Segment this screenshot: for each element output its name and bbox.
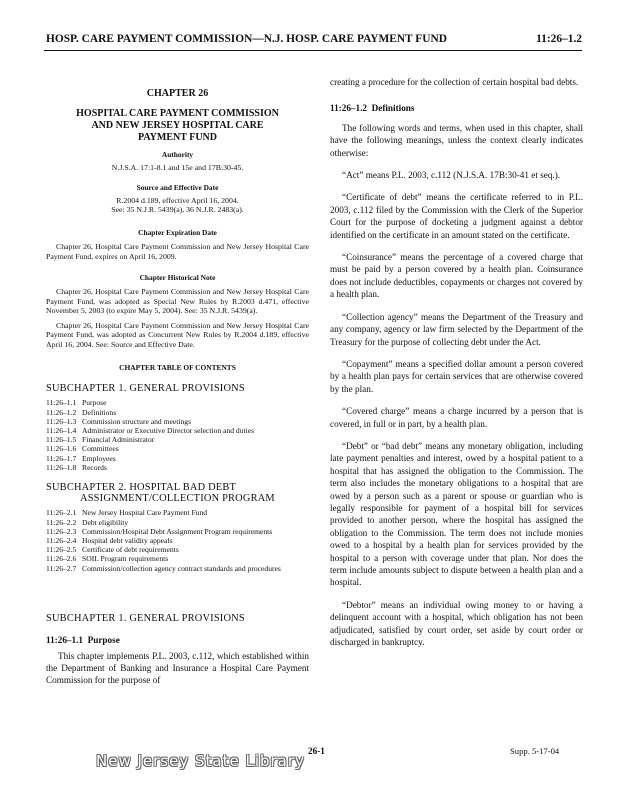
toc-item: 11:26–1.8 Records <box>46 462 107 472</box>
toc-item: 11:26–1.5 Financial Administrator <box>46 435 155 445</box>
definitions-heading <box>330 102 583 114</box>
expiration-heading: Chapter Expiration Date <box>138 228 217 237</box>
authority-text: N.J.S.A. 17:1-8.1 and 15e and 17B:30-45. <box>111 162 244 172</box>
source-heading: Source and Effective Date <box>136 183 219 193</box>
library-stamp: New Jersey State Library <box>96 752 305 770</box>
toc-item: 11:26–1.2 Definitions <box>46 407 117 417</box>
definition-paragraph: “Certificate of debt” means the certificate referred to in P.L. 2003, c.112 filed by the Commission with the Clerk of the Superior Court for the purpose of docketing a judgment against a debtor identified on the certificate in an amount stated on the certificate. <box>330 192 583 240</box>
definition-paragraph: “Debt” or “bad debt” means any monetary obligation, including late payment penalties and interest, owed by a hospital patient to a hospital that has assigned the obligation to the Commission. The term also includes the monetary obligations to a hospital that are owed by a person such as a parent or spouse or guardian who is legally responsible for payment of a hospital bill for services provided to another person, where the hospital has assigned the obligation to the Commission. The term does not include monies owed to a hospital by a health plan for services provided by the hospital to a person with coverage under that plan. Nor does the term include amounts subject to dispute between a health plan and a hospital. <box>330 440 583 588</box>
authority-heading: Authority <box>161 150 194 160</box>
right-column <box>330 66 583 648</box>
historical-note-2: Chapter 26, Hospital Care Payment Commission and New Jersey Hospital Care Payment Fund, was adopted as Concurrent New Rules by R.2004 d.189, effective April 16, 2004. See: Source and Effective Date. <box>46 320 309 349</box>
historical-note-1: Chapter 26, Hospital Care Payment Commission and New Jersey Hospital Care Payment Fund, was adopted as Special New Rules by R.2003 d.471, effective November 5, 2003 (to expire May 5, 2004). See: 35 N.J.R. 5439(a). <box>46 287 309 316</box>
section-number: 11:26–1.1 <box>46 635 84 646</box>
toc-subchapter-2: SUBCHAPTER 2. HOSPITAL BAD DEBT ASSIGNMENT/COLLECTION PROGRAM <box>46 482 275 505</box>
section-title: Definitions <box>371 103 415 114</box>
continuation-text: creating a procedure for the collection of certain hospital bad debts. <box>330 77 579 87</box>
toc-subchapter-1: SUBCHAPTER 1. GENERAL PROVISIONS <box>46 382 245 394</box>
definition-paragraph: “Copayment” means a specified dollar amount a person covered by a health plan pays for certain services that are otherwise covered by the plan. <box>330 358 583 394</box>
toc-item: 11:26–1.6 Committees <box>46 444 119 454</box>
toc-item: 11:26–2.5 Certificate of debt requirements <box>46 545 179 555</box>
subchapter-1-heading: SUBCHAPTER 1. GENERAL PROVISIONS <box>46 612 245 624</box>
header-section: 11:26–1.2 <box>536 33 582 45</box>
source-text: R.2004 d.189, effective April 16, 2004. See: 35 N.J.R. 5439(a), 36 N.J.R. 2483(a). <box>111 195 244 215</box>
toc-list-2 <box>46 508 309 572</box>
toc-item: 11:26–2.2 Debt eligibility <box>46 517 129 527</box>
definition-paragraph: “Coinsurance” means the percentage of a covered charge that must be paid by a person covered by a health plan. Coinsurance does not include deductibles, copayments or charges not covered by a health plan. <box>330 252 583 300</box>
toc-heading: CHAPTER TABLE OF CONTENTS <box>119 362 236 372</box>
historical-heading: Chapter Historical Note <box>139 272 216 282</box>
toc-item: 11:26–1.3 Commission structure and meetings <box>46 416 192 426</box>
section-number: 11:26–1.2 <box>330 103 368 114</box>
definition-paragraph: The following words and terms, when used in this chapter, shall have the following meanings, unless the context clearly indicates otherwise: <box>330 122 583 158</box>
chapter-label: CHAPTER 26 <box>146 88 209 99</box>
header-title: HOSP. CARE PAYMENT COMMISSION—N.J. HOSP. CARE PAYMENT FUND <box>46 33 447 45</box>
toc-item: 11:26–2.6 SOIL Program requirements <box>46 554 169 564</box>
toc-item: 11:26–2.7 Commission/collection agency contract standards and procedures <box>46 563 281 573</box>
section-purpose <box>46 634 309 687</box>
left-column <box>46 66 309 687</box>
definition-paragraph: “Act” means P.L. 2003, c.112 (N.J.S.A. 17B:30-41 et seq.). <box>342 170 561 181</box>
chapter-title: HOSPITAL CARE PAYMENT COMMISSION AND NEW JERSEY HOSPITAL CARE PAYMENT FUND <box>76 108 279 144</box>
purpose-text: This chapter implements P.L. 2003, c.112, which established within the Department of Banking and Insurance a Hospital Care Payment Commission for the purpose of <box>46 650 309 686</box>
definition-paragraph: “Collection agency” means the Department of the Treasury and any company, agency or law firm selected by the Department of the Treasury for the purpose of collecting debt under the Act. <box>330 311 583 347</box>
section-title: Purpose <box>87 635 120 646</box>
definition-paragraph: “Debtor” means an individual owing money to or having a delinquent account with a hospital, which obligation has not been adjudicated, satisfied by court order, set aside by court order or discharged in bankruptcy. <box>330 599 583 648</box>
supplement-date: Supp. 5-17-04 <box>510 746 560 756</box>
header-rule <box>44 50 582 51</box>
toc-list-1 <box>46 398 309 472</box>
expiration-text: Chapter 26, Hospital Care Payment Commission and New Jersey Hospital Care Payment Fund, expires on April 16, 2009. <box>46 242 309 261</box>
toc-item: 11:26–1.7 Employees <box>46 453 116 463</box>
toc-item: 11:26–2.4 Hospital debt validity appeals <box>46 536 173 546</box>
toc-item: 11:26–2.1 New Jersey Hospital Care Payment Fund <box>46 508 208 518</box>
toc-item: 11:26–1.1 Purpose <box>46 398 107 408</box>
toc-item: 11:26–1.4 Administrator or Executive Director selection and duties <box>46 425 255 435</box>
toc-item: 11:26–2.3 Commission/Hospital Debt Assignment Program requirements <box>46 526 273 536</box>
definition-paragraph: “Covered charge” means a charge incurred by a person that is covered, in full or in part, by a health plan. <box>330 406 583 429</box>
page-number: 26-1 <box>308 746 325 756</box>
